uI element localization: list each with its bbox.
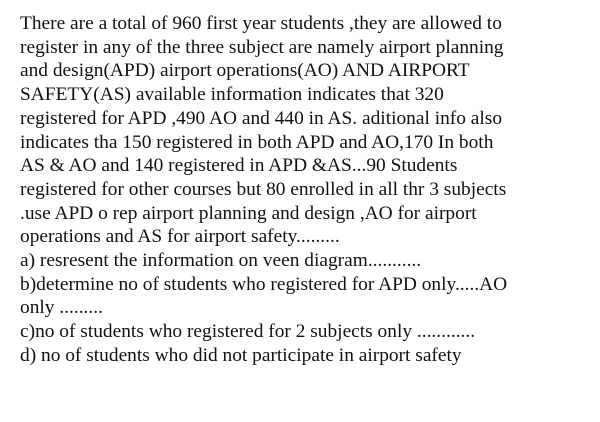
text-line-8: registered for other courses but 80 enrolled in all thr 3 subjects (20, 178, 507, 200)
question-text (20, 12, 595, 368)
text-line-5: registered for APD ,490 AO and 440 in AS. aditional info also (20, 107, 503, 129)
question-b-continued: only ......... (20, 297, 103, 319)
text-line-7: AS & AO and 140 registered in APD &AS...90 Students (20, 155, 458, 177)
text-line-1: There are a total of 960 first year students ,they are allowed to (20, 13, 502, 34)
text-line-6: indicates tha 150 registered in both APD and AO,170 In both (20, 131, 494, 153)
question-d: d) no of students who did not participate in airport safety (20, 344, 462, 366)
question-c: c)no of students who registered for 2 subjects only ............ (20, 321, 476, 343)
text-line-3: and design(APD) airport operations(AO) AND AIRPORT (20, 60, 470, 82)
question-b: b)determine no of students who registered for APD only.....AO (20, 273, 508, 295)
text-line-10: operations and AS for airport safety......... (20, 226, 340, 248)
text-line-4: SAFETY(AS) available information indicates that 320 (20, 84, 444, 106)
question-a: a) resresent the information on veen diagram........... (20, 250, 422, 272)
text-line-9: .use APD o rep airport planning and design ,AO for airport (20, 202, 477, 224)
text-line-2: register in any of the three subject are namely airport planning (20, 36, 504, 58)
